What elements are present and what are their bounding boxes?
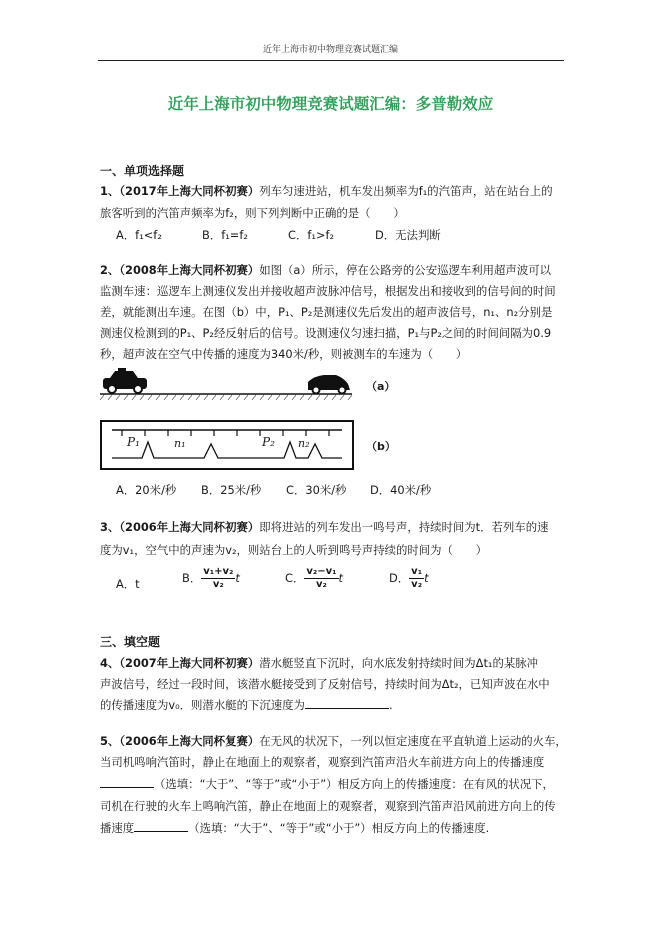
q3-line-1 (100, 519, 548, 535)
q2-option-d: D．40米/秒 (370, 483, 432, 497)
q4-line-1 (100, 655, 538, 671)
q2-source: （2008年上海大同杯初赛） (119, 263, 260, 277)
figure-a-label: （a） (366, 380, 396, 393)
page-title: 近年上海市初中物理竞赛试题汇编：多普勒效应 (167, 95, 494, 113)
q3-option-d-fraction: $\frac{\text{v₁}}{\text{v₂}}$ (411, 566, 423, 590)
section-heading-single-choice: 一、单项选择题 (100, 164, 185, 178)
q3-option-d-label: D． (389, 571, 410, 585)
q1-text-1: 列车匀速进站，机车发出频率为f₁的汽笛声，站在站台上的 (259, 184, 553, 198)
q5-text-3: （选填：“大于”、“等于”或“小于”）相反方向上的传播速度：在有风的状况下， (154, 777, 554, 791)
q5-number: 5、 (100, 734, 120, 748)
q5-answer-blank-1[interactable] (100, 776, 154, 788)
q1-option-c: C．f₁>f₂ (288, 228, 335, 242)
q1-option-d: D．无法判断 (375, 228, 441, 242)
q5-line-5 (100, 820, 489, 836)
header-rule (98, 60, 564, 61)
q5-line-1 (100, 733, 567, 749)
q2-text-1: 如图（a）所示，停在公路旁的公安巡逻车利用超声波可以 (259, 263, 551, 277)
road-hatching (100, 395, 352, 400)
q2-line-5: 秒，超声波在空气中传播的速度为340米/秒，则被测车的车速为（ ） (100, 347, 468, 361)
q1-line-2: 旅客听到的汽笛声频率为f₂，则下列判断中正确的是（ ） (100, 206, 405, 220)
patrol-car-icon (103, 368, 147, 393)
q3-option-c: C． $\frac{\text{v₂−v₁}}{\text{v₂}}$ t (285, 566, 344, 590)
q1-number: 1、 (100, 184, 120, 198)
q4-text-3: 的传播速度为v₀．则潜水艇的下沉速度为 (100, 698, 305, 712)
q2-line-1 (100, 262, 551, 278)
q2-number: 2、 (100, 263, 120, 277)
q3-option-b-fraction: $\frac{\text{v₁+v₂}}{\text{v₂}}$ (203, 566, 234, 590)
q2-option-b: B．25米/秒 (201, 483, 262, 497)
figure-b-label-p1: P₁ (127, 435, 140, 449)
q4-source: （2007年上海大同杯初赛） (119, 656, 260, 670)
q5-answer-blank-2[interactable] (134, 820, 188, 832)
page-header: 近年上海市初中物理竞赛试题汇编 (262, 45, 398, 55)
q2-line-2: 监测车速：巡逻车上测速仪发出并接收超声波脉冲信号，根据发出和接收到的信号间的时间 (100, 284, 556, 298)
q5-line-2: 当司机鸣响汽笛时，静止在地面上的观察者，观察到汽笛声沿火车前进方向上的传播速度 (100, 755, 545, 769)
figure-a-road (100, 366, 400, 406)
q4-number: 4、 (100, 656, 120, 670)
q3-line-2: 度为v₁，空气中的声速为v₂，则站台上的人听到鸣号声持续的时间为（ ） (100, 543, 488, 557)
q1-option-b: B．f₁=f₂ (202, 228, 248, 242)
q1-source: （2017年上海大同杯初赛） (119, 184, 260, 198)
q5-text-5a: 播速度 (100, 821, 135, 835)
q4-line-3: 的传播速度为v₀．则潜水艇的下沉速度为 . (100, 698, 393, 712)
q3-text-1: 即将进站的列车发出一鸣号声，持续时间为t．若列车的速 (259, 520, 549, 534)
q4-text-1: 潜水艇竖直下沉时，向水底发射持续时间为Δt₁的某脉冲 (259, 656, 539, 670)
q3-option-b-label: B． (182, 571, 202, 585)
q1-line-1 (100, 183, 553, 199)
section-heading-fill-in: 三、填空题 (100, 635, 161, 649)
q4-answer-blank[interactable] (305, 697, 389, 709)
figure-b-label-n2: n₂ (298, 437, 310, 450)
q2-line-3: 差，就能测出车速。在图（b）中，P₁、P₂是测速仪先后发出的超声波信号，n₁、n₂分别是 (100, 305, 553, 319)
target-car-icon (308, 375, 350, 394)
q2-option-c: C．30米/秒 (286, 483, 347, 497)
q3-option-b: B． $\frac{\text{v₁+v₂}}{\text{v₂}}$ t (182, 566, 240, 590)
q3-source: （2006年上海大同杯初赛） (119, 520, 260, 534)
q2-option-a: A．20米/秒 (116, 483, 177, 497)
q4-line-2: 声波信号，经过一段时间，该潜水艇接受到了反射信号，持续时间为Δt₂，已知声波在水中 (100, 677, 550, 691)
q3-option-c-fraction: $\frac{\text{v₂−v₁}}{\text{v₂}}$ (306, 566, 337, 590)
q3-option-c-label: C． (285, 571, 305, 585)
q3-option-a: A．t (116, 577, 140, 591)
figure-b-label-p2: P₂ (262, 435, 275, 449)
q3-number: 3、 (100, 520, 120, 534)
q3-option-d: D． $\frac{\text{v₁}}{\text{v₂}}$ t (389, 566, 429, 590)
q5-line-4: 司机在行驶的火车上鸣响汽笛，静止在地面上的观察者，观察到汽笛声沿风前进方向上的传 (100, 799, 556, 813)
q5-text-5b: （选填：“大于”、“等于”或“小于”）相反方向上的传播速度. (188, 821, 490, 835)
q1-option-a: A．f₁<f₂ (116, 228, 162, 242)
q5-source: （2006年上海大同杯复赛） (119, 734, 260, 748)
figure-b-label: （b） (366, 440, 396, 453)
q2-line-4: 测速仪检测到的P₁、P₂经反射后的信号。设测速仪匀速扫描，P₁与P₂之间的时间间隔为0.9 (100, 326, 552, 340)
q5-line-3 (100, 776, 554, 792)
q5-text-1: 在无风的状况下，一列以恒定速度在平直轨道上运动的火车， (259, 734, 567, 748)
figure-b-label-n1: n₁ (174, 437, 186, 450)
